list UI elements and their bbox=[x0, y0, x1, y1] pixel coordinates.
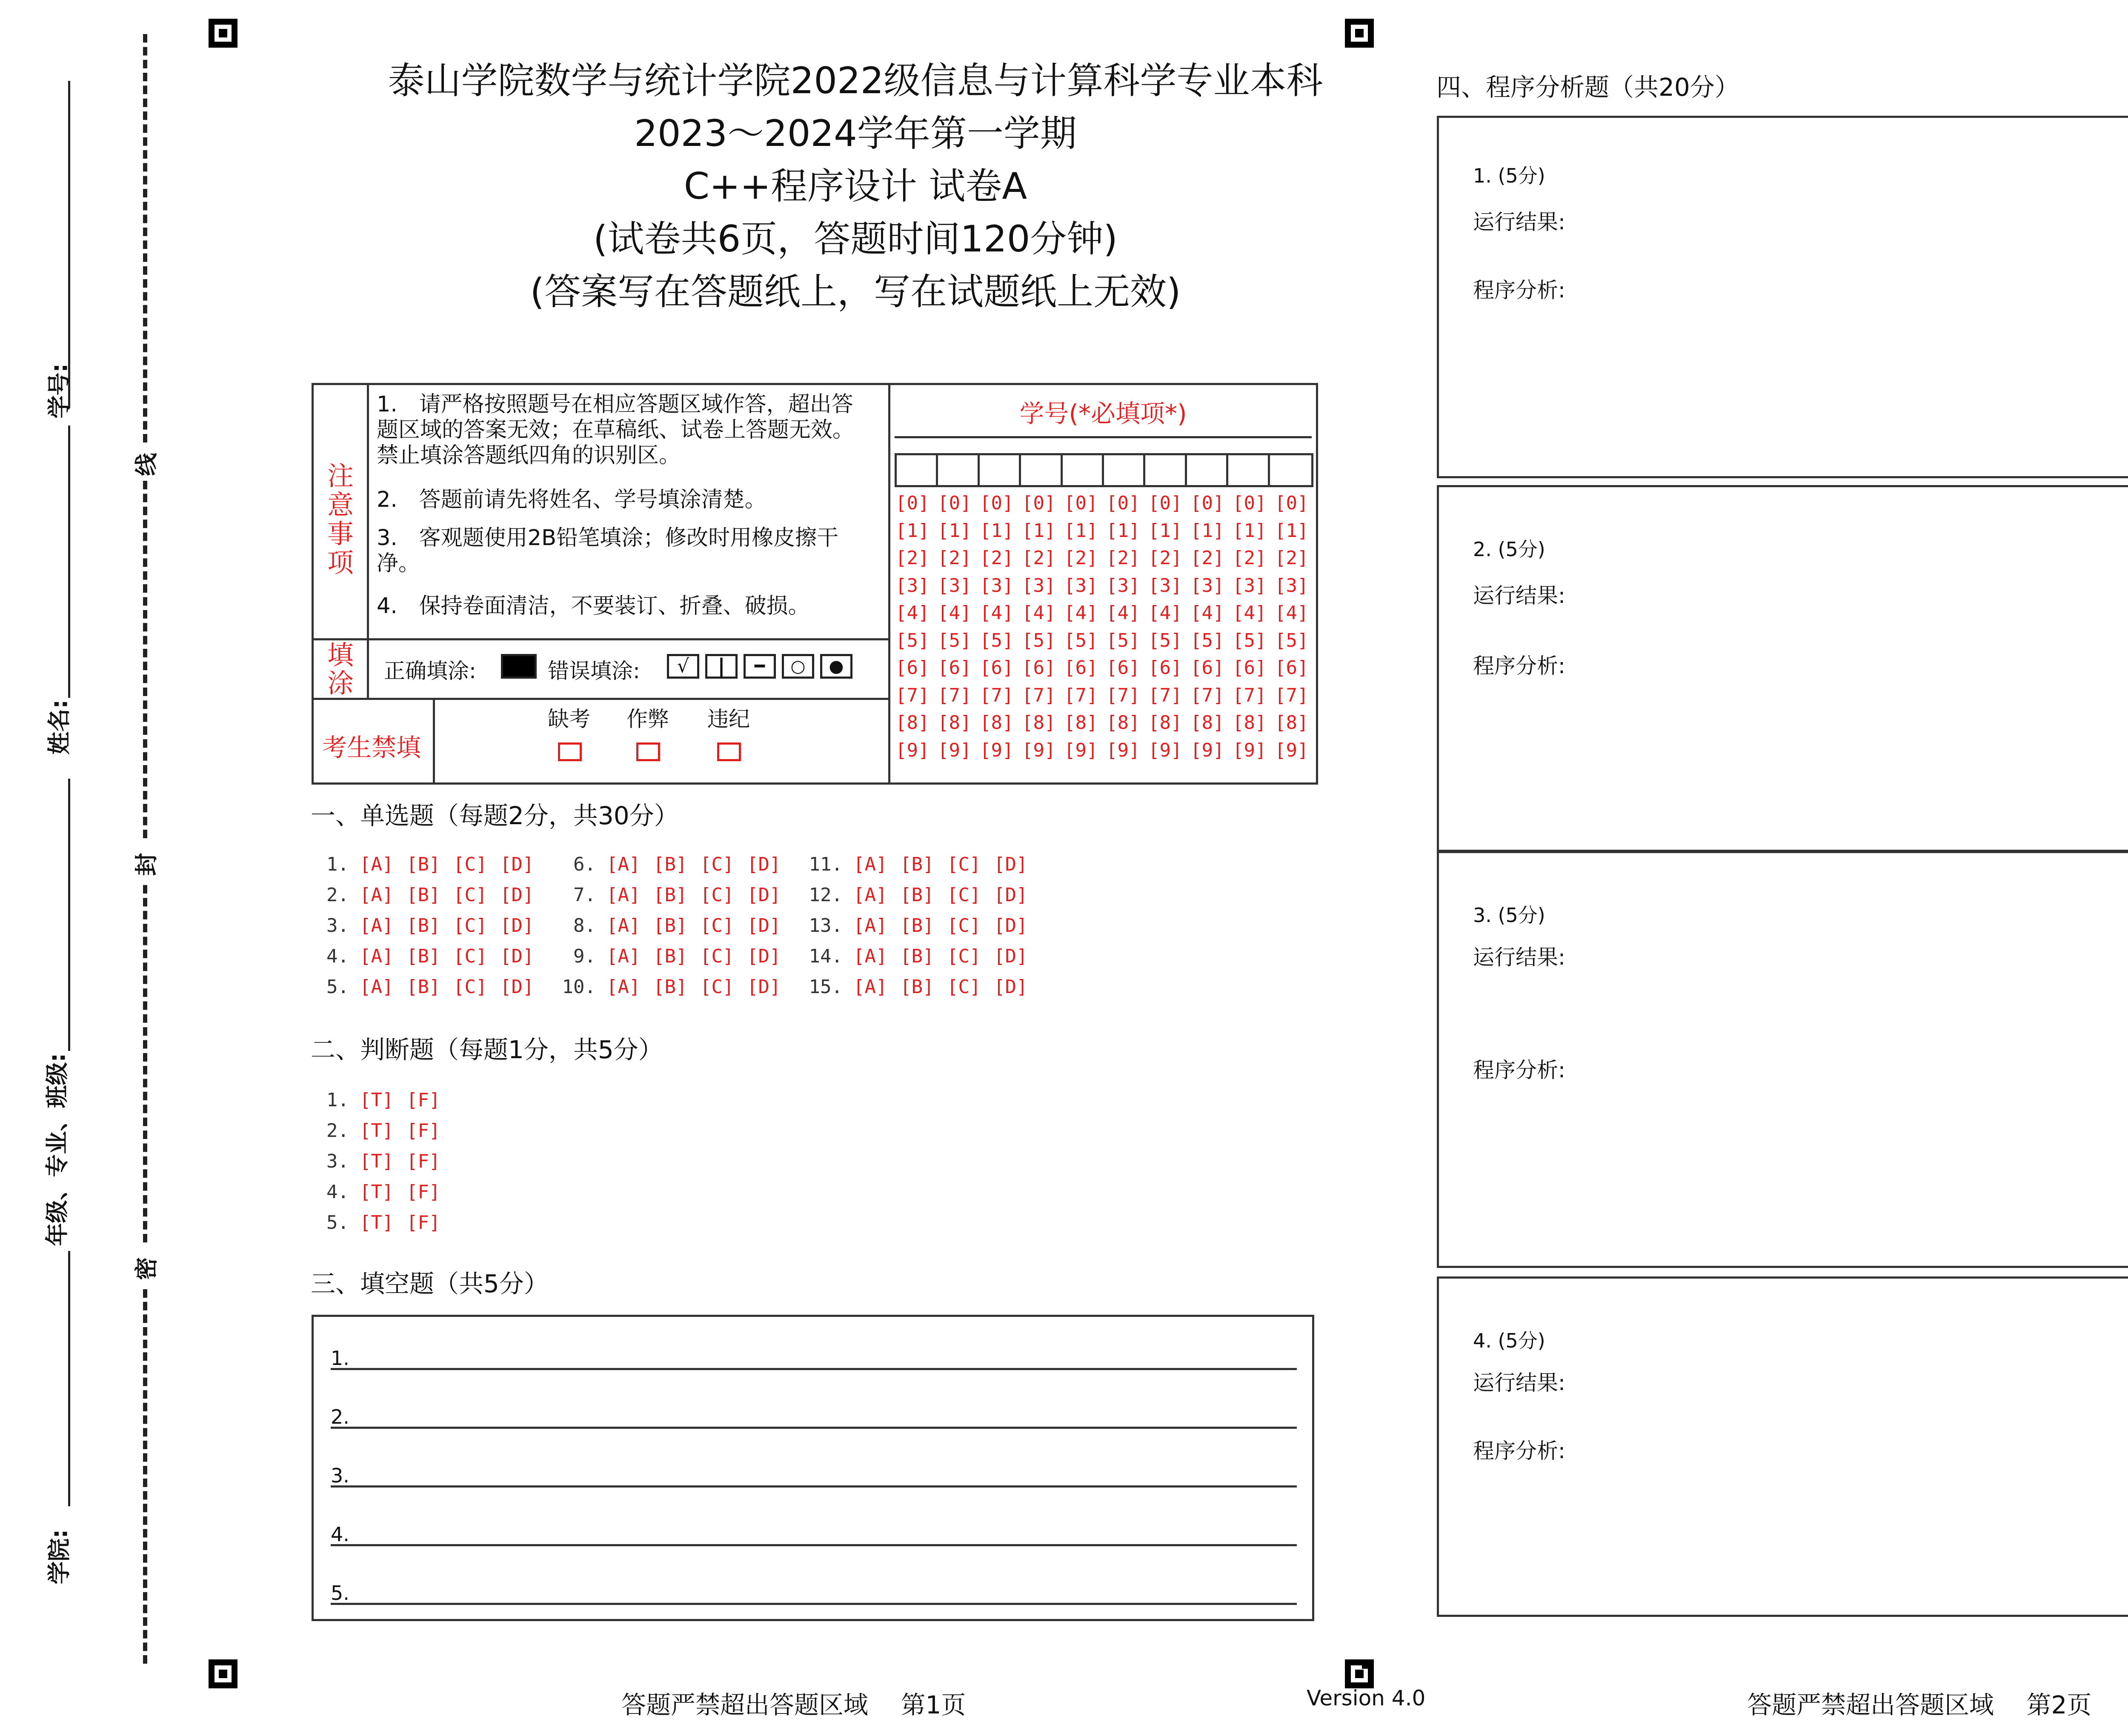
header-line-5: (答案写在答题纸上，写在试题纸上无效) bbox=[530, 271, 1181, 313]
analysis-answer-box[interactable] bbox=[1437, 116, 2128, 478]
student-id-bubble[interactable]: [5] bbox=[1190, 629, 1224, 651]
student-id-bubble[interactable]: [0] bbox=[1064, 492, 1098, 514]
student-id-bubble[interactable]: [7] bbox=[1148, 684, 1182, 706]
student-id-cell[interactable] bbox=[938, 455, 979, 485]
student-id-bubble[interactable]: [2] bbox=[1148, 547, 1182, 569]
student-id-bubble[interactable]: [0] bbox=[938, 492, 972, 514]
student-id-bubble[interactable]: [5] bbox=[895, 629, 930, 651]
mc-option-bubble[interactable]: [A] bbox=[360, 945, 394, 967]
analysis-reasoning-label: 程序分析: bbox=[1473, 278, 1565, 303]
student-id-bubble[interactable]: [6] bbox=[980, 657, 1014, 679]
student-id-bubble[interactable]: [8] bbox=[895, 712, 930, 734]
student-id-bubble[interactable]: [8] bbox=[1022, 712, 1056, 734]
student-id-bubble[interactable]: [4] bbox=[1064, 602, 1098, 624]
student-id-bubble[interactable]: [1] bbox=[1022, 520, 1056, 542]
student-id-bubble[interactable]: [6] bbox=[938, 657, 972, 679]
tf-option-bubble[interactable]: [T] bbox=[360, 1212, 394, 1233]
mc-option-bubble[interactable]: [A] bbox=[606, 854, 641, 875]
corner-marker-icon bbox=[209, 19, 237, 48]
mc-option-bubble[interactable]: [D] bbox=[500, 884, 534, 906]
student-id-bubble[interactable]: [8] bbox=[1190, 712, 1224, 734]
student-id-bubble[interactable]: [2] bbox=[895, 547, 930, 569]
student-id-bubble[interactable]: [2] bbox=[1190, 547, 1224, 569]
student-id-bubble[interactable]: [9] bbox=[1148, 739, 1182, 761]
mc-question-number: 1. bbox=[326, 854, 349, 875]
tf-question-number: 2. bbox=[326, 1120, 349, 1142]
mc-option-bubble[interactable]: [B] bbox=[406, 976, 440, 998]
tf-option-bubble[interactable]: [T] bbox=[360, 1120, 394, 1142]
student-id-bubble[interactable]: [0] bbox=[1233, 492, 1267, 514]
student-id-bubble[interactable]: [9] bbox=[1233, 739, 1267, 761]
mc-option-bubble[interactable]: [B] bbox=[406, 884, 440, 906]
fill-blank-box bbox=[312, 1315, 1314, 1621]
student-id-cell[interactable] bbox=[980, 455, 1021, 485]
blank-number: 4. bbox=[331, 1523, 349, 1546]
blank-answer-line[interactable] bbox=[331, 1485, 1297, 1488]
student-id-bubble[interactable]: [1] bbox=[980, 520, 1014, 542]
student-id-cell[interactable] bbox=[1145, 455, 1187, 485]
field-name-label: 姓名: bbox=[46, 699, 73, 755]
section4-title: 四、程序分析题（共20分） bbox=[1436, 73, 1739, 102]
notice-item-2: 2. 答题前请先将姓名、学号填涂清楚。 bbox=[377, 487, 767, 512]
blank-answer-line[interactable] bbox=[331, 1368, 1297, 1370]
seal-char-line: 线 bbox=[133, 453, 160, 476]
student-id-bubble[interactable]: [2] bbox=[1275, 547, 1309, 569]
student-id-bubble[interactable]: [4] bbox=[1275, 602, 1309, 624]
wrong-sample-check: √ bbox=[667, 654, 699, 679]
mc-option-bubble[interactable]: [B] bbox=[653, 884, 687, 906]
mc-option-bubble[interactable]: [D] bbox=[500, 945, 534, 967]
blank-answer-line[interactable] bbox=[331, 1427, 1297, 1429]
tf-option-bubble[interactable]: [F] bbox=[406, 1089, 440, 1111]
student-id-bubble[interactable]: [9] bbox=[938, 739, 972, 761]
mc-option-bubble[interactable]: [B] bbox=[900, 945, 934, 967]
mc-question-number: 3. bbox=[326, 915, 349, 937]
analysis-result-label: 运行结果: bbox=[1473, 1371, 1565, 1395]
footer-right: 答题严禁超出答题区域 第2页 bbox=[1747, 1690, 2092, 1719]
student-id-bubble[interactable]: [5] bbox=[1022, 629, 1056, 651]
mc-option-bubble[interactable]: [D] bbox=[994, 854, 1028, 875]
student-id-bubble[interactable]: [6] bbox=[1022, 657, 1056, 679]
forbid-title: 考生禁填 bbox=[322, 733, 421, 762]
section2-title: 二、判断题（每题1分，共5分） bbox=[311, 1035, 663, 1064]
analysis-question-label: 4. (5分) bbox=[1473, 1329, 1545, 1352]
student-id-bubble[interactable]: [0] bbox=[1275, 492, 1309, 514]
mc-option-bubble[interactable]: [D] bbox=[994, 884, 1028, 906]
mc-option-bubble[interactable]: [C] bbox=[700, 884, 734, 906]
student-id-bubble[interactable]: [2] bbox=[1022, 547, 1056, 569]
student-id-bubble[interactable]: [8] bbox=[1148, 712, 1182, 734]
student-id-bubble[interactable]: [7] bbox=[1233, 684, 1267, 706]
student-id-bubble[interactable]: [8] bbox=[1064, 712, 1098, 734]
mc-question-number: 9. bbox=[573, 945, 596, 967]
student-id-bubble[interactable]: [3] bbox=[1148, 574, 1182, 597]
mc-option-bubble[interactable]: [A] bbox=[360, 976, 394, 998]
forbid-cheat-checkbox[interactable] bbox=[636, 742, 660, 761]
student-id-bubble[interactable]: [6] bbox=[1275, 657, 1309, 679]
student-id-bubble[interactable]: [9] bbox=[1064, 739, 1098, 761]
student-id-bubble[interactable]: [0] bbox=[1190, 492, 1224, 514]
student-id-bubble[interactable]: [5] bbox=[980, 629, 1014, 651]
mc-option-bubble[interactable]: [B] bbox=[653, 945, 687, 967]
student-id-bubble[interactable]: [6] bbox=[895, 657, 930, 679]
student-id-bubble[interactable]: [8] bbox=[980, 712, 1014, 734]
analysis-answer-box[interactable] bbox=[1437, 851, 2128, 1268]
student-id-bubble[interactable]: [5] bbox=[1275, 629, 1309, 651]
mc-option-bubble[interactable]: [A] bbox=[606, 884, 641, 906]
tf-option-bubble[interactable]: [T] bbox=[360, 1181, 394, 1203]
correct-fill-label: 正确填涂: bbox=[384, 659, 476, 683]
mc-question-number: 5. bbox=[326, 976, 349, 998]
student-id-bubble[interactable]: [0] bbox=[1022, 492, 1056, 514]
mc-option-bubble[interactable]: [C] bbox=[947, 945, 981, 967]
wrong-fill-label: 错误填涂: bbox=[548, 659, 640, 683]
header-line-1: 泰山学院数学与统计学院2022级信息与计算科学专业本科 bbox=[388, 60, 1323, 102]
mc-option-bubble[interactable]: [A] bbox=[606, 976, 641, 998]
student-id-bubble[interactable]: [2] bbox=[1233, 547, 1267, 569]
tf-option-bubble[interactable]: [T] bbox=[360, 1151, 394, 1172]
mc-question-number: 15. bbox=[809, 976, 843, 998]
student-id-bubble[interactable]: [1] bbox=[1064, 520, 1098, 542]
mc-question-number: 11. bbox=[809, 854, 843, 875]
mc-option-bubble[interactable]: [A] bbox=[853, 915, 887, 937]
mc-option-bubble[interactable]: [A] bbox=[853, 976, 887, 998]
mc-option-bubble[interactable]: [C] bbox=[700, 854, 734, 875]
student-id-bubble[interactable]: [0] bbox=[1106, 492, 1140, 514]
mc-option-bubble[interactable]: [C] bbox=[453, 976, 487, 998]
blank-number: 3. bbox=[331, 1464, 349, 1487]
tf-option-bubble[interactable]: [F] bbox=[406, 1212, 440, 1233]
student-id-bubble[interactable]: [4] bbox=[1233, 602, 1267, 624]
student-id-bubble[interactable]: [1] bbox=[938, 520, 972, 542]
mc-option-bubble[interactable]: [B] bbox=[406, 945, 440, 967]
footer-left: 答题严禁超出答题区域 第1页 bbox=[621, 1690, 966, 1719]
student-id-write-row[interactable] bbox=[895, 453, 1313, 487]
mc-option-bubble[interactable]: [B] bbox=[653, 915, 687, 937]
mc-option-bubble[interactable]: [D] bbox=[747, 884, 781, 906]
mc-option-bubble[interactable]: [D] bbox=[747, 945, 781, 967]
section1-title: 一、单选题（每题2分，共30分） bbox=[311, 801, 679, 830]
mc-question-number: 14. bbox=[809, 945, 843, 967]
student-id-bubble[interactable]: [7] bbox=[980, 684, 1014, 706]
fill-title: 填涂 bbox=[327, 640, 354, 699]
section3-title: 三、填空题（共5分） bbox=[311, 1269, 549, 1298]
analysis-question-label: 3. (5分) bbox=[1473, 904, 1545, 927]
analysis-answer-box[interactable] bbox=[1437, 1276, 2128, 1617]
mc-question-number: 8. bbox=[573, 915, 596, 937]
analysis-answer-box[interactable] bbox=[1437, 485, 2128, 852]
student-id-bubble[interactable]: [9] bbox=[980, 739, 1014, 761]
student-id-bubble[interactable]: [0] bbox=[1148, 492, 1182, 514]
mc-option-bubble[interactable]: [D] bbox=[747, 976, 781, 998]
mc-option-bubble[interactable]: [B] bbox=[900, 915, 934, 937]
student-id-cell[interactable] bbox=[1270, 455, 1311, 485]
mc-option-bubble[interactable]: [C] bbox=[947, 854, 981, 875]
student-id-bubble[interactable]: [9] bbox=[1022, 739, 1056, 761]
mc-option-bubble[interactable]: [C] bbox=[453, 854, 487, 875]
mc-question-number: 10. bbox=[562, 976, 596, 998]
student-id-bubble[interactable]: [0] bbox=[895, 492, 930, 514]
tf-question-number: 3. bbox=[326, 1151, 349, 1172]
student-id-bubble[interactable]: [7] bbox=[1106, 684, 1140, 706]
student-id-bubble[interactable]: [6] bbox=[1190, 657, 1224, 679]
header-line-3: C++程序设计 试卷A bbox=[684, 165, 1027, 208]
mc-option-bubble[interactable]: [C] bbox=[947, 915, 981, 937]
student-id-bubble[interactable]: [1] bbox=[1148, 520, 1182, 542]
tf-option-bubble[interactable]: [T] bbox=[360, 1089, 394, 1111]
student-id-bubble[interactable]: [6] bbox=[1233, 657, 1267, 679]
student-id-bubble[interactable]: [1] bbox=[1233, 520, 1267, 542]
mc-option-bubble[interactable]: [C] bbox=[700, 915, 734, 937]
mc-option-bubble[interactable]: [D] bbox=[500, 976, 534, 998]
notice-title: 注意事项 bbox=[327, 460, 354, 578]
student-id-bubble[interactable]: [5] bbox=[1233, 629, 1267, 651]
student-id-bubble[interactable]: [5] bbox=[1148, 629, 1182, 651]
student-id-cell[interactable] bbox=[1021, 455, 1062, 485]
mc-option-bubble[interactable]: [C] bbox=[700, 945, 734, 967]
notice-item-3: 3. 客观题使用2B铅笔填涂；修改时用橡皮擦干净。 bbox=[377, 525, 839, 576]
forbid-absent-label: 缺考 bbox=[548, 707, 590, 731]
mc-option-bubble[interactable]: [D] bbox=[994, 915, 1028, 937]
student-id-cell[interactable] bbox=[897, 455, 938, 485]
mc-option-bubble[interactable]: [B] bbox=[900, 976, 934, 998]
student-id-bubble[interactable]: [6] bbox=[1148, 657, 1182, 679]
student-id-bubble[interactable]: [0] bbox=[980, 492, 1014, 514]
notice-item-1: 1. 请严格按照题号在相应答题区域作答，超出答题区域的答案无效；在草稿纸、试卷上答题无效。禁止填涂答题纸四角的识别区。 bbox=[377, 392, 855, 468]
student-id-bubble[interactable]: [8] bbox=[1275, 712, 1309, 734]
forbid-violation-label: 违纪 bbox=[707, 707, 750, 731]
wrong-sample-bar: | bbox=[705, 654, 738, 679]
student-id-bubble[interactable]: [3] bbox=[1190, 574, 1224, 597]
mc-option-bubble[interactable]: [C] bbox=[947, 976, 981, 998]
blank-number: 5. bbox=[331, 1582, 349, 1605]
mc-option-bubble[interactable]: [B] bbox=[900, 854, 934, 875]
student-id-bubble[interactable]: [3] bbox=[1022, 574, 1056, 597]
mc-option-bubble[interactable]: [D] bbox=[747, 915, 781, 937]
analysis-question-label: 1. (5分) bbox=[1473, 164, 1545, 187]
student-id-bubble[interactable]: [4] bbox=[938, 602, 972, 624]
student-id-cell[interactable] bbox=[1187, 455, 1228, 485]
student-id-bubble[interactable]: [5] bbox=[1064, 629, 1098, 651]
notice-item-4: 4. 保持卷面清洁，不要装订、折叠、破损。 bbox=[377, 594, 810, 619]
student-id-bubble[interactable]: [4] bbox=[1148, 602, 1182, 624]
student-id-bubble[interactable]: [5] bbox=[938, 629, 972, 651]
mc-option-bubble[interactable]: [C] bbox=[700, 976, 734, 998]
notice-box bbox=[312, 383, 890, 785]
analysis-reasoning-label: 程序分析: bbox=[1473, 1058, 1565, 1082]
student-id-title: 学号(*必填项*) bbox=[1019, 399, 1187, 428]
mc-option-bubble[interactable]: [A] bbox=[853, 854, 887, 875]
mc-option-bubble[interactable]: [A] bbox=[360, 884, 394, 906]
mc-option-bubble[interactable]: [C] bbox=[453, 945, 487, 967]
tf-option-bubble[interactable]: [F] bbox=[406, 1120, 440, 1142]
header-line-4: (试卷共6页，答题时间120分钟) bbox=[593, 218, 1118, 260]
seal-char-seal: 封 bbox=[133, 853, 160, 876]
student-id-bubble[interactable]: [8] bbox=[1106, 712, 1140, 734]
header-line-2: 2023～2024学年第一学期 bbox=[634, 112, 1077, 155]
analysis-question-label: 2. (5分) bbox=[1473, 538, 1545, 561]
student-id-bubble[interactable]: [7] bbox=[1064, 684, 1098, 706]
mc-option-bubble[interactable]: [C] bbox=[947, 884, 981, 906]
mc-option-bubble[interactable]: [D] bbox=[994, 976, 1028, 998]
student-id-bubble[interactable]: [9] bbox=[1190, 739, 1224, 761]
student-id-bubble[interactable]: [6] bbox=[1106, 657, 1140, 679]
seal-char-secret: 密 bbox=[133, 1257, 160, 1280]
mc-question-number: 2. bbox=[326, 884, 349, 906]
mc-option-bubble[interactable]: [A] bbox=[606, 945, 641, 967]
mc-option-bubble[interactable]: [A] bbox=[853, 945, 887, 967]
student-id-bubble[interactable]: [9] bbox=[1275, 739, 1309, 761]
student-id-bubble[interactable]: [3] bbox=[1106, 574, 1140, 597]
mc-option-bubble[interactable]: [A] bbox=[360, 854, 394, 875]
student-id-bubble[interactable]: [3] bbox=[895, 574, 930, 597]
blank-number: 2. bbox=[331, 1405, 349, 1428]
analysis-result-label: 运行结果: bbox=[1473, 210, 1565, 234]
student-id-bubble[interactable]: [7] bbox=[938, 684, 972, 706]
student-id-bubble[interactable]: [8] bbox=[1233, 712, 1267, 734]
student-id-bubble[interactable]: [7] bbox=[1190, 684, 1224, 706]
tf-question-number: 4. bbox=[326, 1181, 349, 1203]
mc-option-bubble[interactable]: [D] bbox=[994, 945, 1028, 967]
mc-question-number: 13. bbox=[809, 915, 843, 937]
wrong-sample-dot: ● bbox=[820, 654, 852, 679]
corner-marker-icon bbox=[209, 1659, 237, 1688]
student-id-bubble[interactable]: [2] bbox=[938, 547, 972, 569]
field-college-label: 学院: bbox=[46, 1529, 73, 1585]
student-id-bubble-grid[interactable] bbox=[895, 492, 1317, 782]
blank-answer-line[interactable] bbox=[331, 1544, 1297, 1546]
student-id-bubble[interactable]: [4] bbox=[895, 602, 930, 624]
student-id-cell[interactable] bbox=[1063, 455, 1104, 485]
student-id-bubble[interactable]: [2] bbox=[980, 547, 1014, 569]
mc-question-number: 7. bbox=[573, 884, 596, 906]
mc-question-number: 12. bbox=[809, 884, 843, 906]
mc-option-bubble[interactable]: [B] bbox=[653, 854, 687, 875]
correct-fill-sample bbox=[501, 654, 537, 679]
mc-option-bubble[interactable]: [C] bbox=[453, 915, 487, 937]
student-id-bubble[interactable]: [6] bbox=[1064, 657, 1098, 679]
analysis-reasoning-label: 程序分析: bbox=[1473, 1439, 1565, 1463]
wrong-sample-dash: ━ bbox=[744, 654, 776, 679]
student-id-bubble[interactable]: [3] bbox=[938, 574, 972, 597]
student-id-bubble[interactable]: [7] bbox=[1022, 684, 1056, 706]
student-id-cell[interactable] bbox=[1104, 455, 1145, 485]
student-id-box bbox=[888, 383, 1318, 785]
student-id-bubble[interactable]: [9] bbox=[1106, 739, 1140, 761]
mc-option-bubble[interactable]: [B] bbox=[653, 976, 687, 998]
analysis-result-label: 运行结果: bbox=[1473, 583, 1565, 608]
mc-option-bubble[interactable]: [A] bbox=[606, 915, 641, 937]
corner-marker-icon bbox=[1345, 1659, 1374, 1688]
tf-question-number: 1. bbox=[326, 1089, 349, 1111]
field-student-id-label: 学号: bbox=[46, 363, 73, 419]
mc-question-number: 6. bbox=[573, 854, 596, 875]
mc-option-bubble[interactable]: [D] bbox=[500, 915, 534, 937]
mc-option-bubble[interactable]: [B] bbox=[406, 854, 440, 875]
tf-option-bubble[interactable]: [F] bbox=[406, 1151, 440, 1172]
blank-number: 1. bbox=[331, 1347, 349, 1370]
forbid-violation-checkbox[interactable] bbox=[717, 742, 741, 761]
student-id-bubble[interactable]: [2] bbox=[1106, 547, 1140, 569]
student-id-bubble[interactable]: [8] bbox=[938, 712, 972, 734]
field-class-label: 年级、专业、班级: bbox=[43, 1053, 71, 1246]
student-id-bubble[interactable]: [4] bbox=[1022, 602, 1056, 624]
analysis-result-label: 运行结果: bbox=[1473, 945, 1565, 970]
tf-question-number: 5. bbox=[326, 1212, 349, 1233]
forbid-cheat-label: 作弊 bbox=[626, 707, 669, 731]
mc-option-bubble[interactable]: [A] bbox=[853, 884, 887, 906]
student-id-bubble[interactable]: [9] bbox=[895, 739, 930, 761]
student-id-bubble[interactable]: [5] bbox=[1106, 629, 1140, 651]
mc-option-bubble[interactable]: [B] bbox=[900, 884, 934, 906]
mc-option-bubble[interactable]: [B] bbox=[406, 915, 440, 937]
forbid-absent-checkbox[interactable] bbox=[558, 742, 582, 761]
student-id-bubble[interactable]: [3] bbox=[980, 574, 1014, 597]
student-id-bubble[interactable]: [4] bbox=[1106, 602, 1140, 624]
corner-marker-icon bbox=[1345, 19, 1374, 48]
analysis-reasoning-label: 程序分析: bbox=[1473, 654, 1565, 678]
student-id-bubble[interactable]: [7] bbox=[1275, 684, 1309, 706]
wrong-sample-circle: ○ bbox=[782, 654, 814, 679]
mc-question-number: 4. bbox=[326, 945, 349, 967]
student-id-bubble[interactable]: [7] bbox=[895, 684, 930, 706]
student-id-bubble[interactable]: [3] bbox=[1233, 574, 1267, 597]
student-id-bubble[interactable]: [3] bbox=[1064, 574, 1098, 597]
student-id-bubble[interactable]: [4] bbox=[980, 602, 1014, 624]
student-id-bubble[interactable]: [1] bbox=[1275, 520, 1309, 542]
mc-option-bubble[interactable]: [D] bbox=[500, 854, 534, 875]
student-id-bubble[interactable]: [1] bbox=[1190, 520, 1224, 542]
student-id-bubble[interactable]: [4] bbox=[1190, 602, 1224, 624]
mc-option-bubble[interactable]: [A] bbox=[360, 915, 394, 937]
tf-option-bubble[interactable]: [F] bbox=[406, 1181, 440, 1203]
student-id-cell[interactable] bbox=[1228, 455, 1270, 485]
mc-option-bubble[interactable]: [D] bbox=[747, 854, 781, 875]
footer-version: Version 4.0 bbox=[1307, 1686, 1426, 1710]
student-id-bubble[interactable]: [1] bbox=[895, 520, 930, 542]
student-id-bubble[interactable]: [1] bbox=[1106, 520, 1140, 542]
student-id-bubble[interactable]: [2] bbox=[1064, 547, 1098, 569]
student-id-bubble[interactable]: [3] bbox=[1275, 574, 1309, 597]
blank-answer-line[interactable] bbox=[331, 1603, 1297, 1605]
mc-option-bubble[interactable]: [C] bbox=[453, 884, 487, 906]
